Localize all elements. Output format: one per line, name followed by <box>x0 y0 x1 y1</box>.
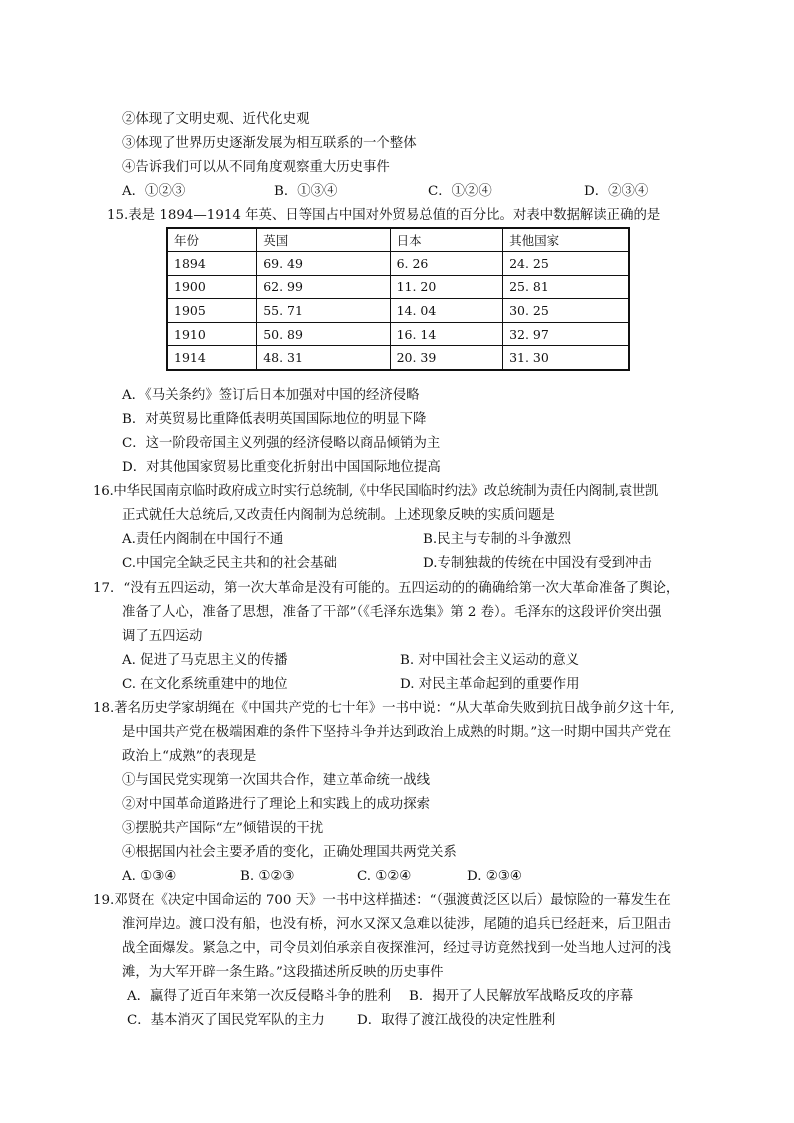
q16-stem-line-1: 16.中华民国南京临时政府成立时实行总统制,《中华民国临时约法》改总统制为责任内阁制,袁世凯 <box>93 484 659 499</box>
table-cell: 32. 97 <box>503 322 629 346</box>
table-cell: 16. 14 <box>390 322 502 346</box>
q18-statement-2: ②对中国革命道路进行了理论上和实践上的成功探索 <box>122 797 430 812</box>
q15-option-b: B．对英贸易比重降低表明英国国际地位的明显下降 <box>122 412 427 427</box>
q17-option-a: A. 促进了马克思主义的传播 <box>122 653 288 668</box>
table-cell: 1914 <box>167 346 257 370</box>
table-row <box>167 252 629 276</box>
table-cell: 25. 81 <box>503 275 629 299</box>
q16-option-d: D.专制独裁的传统在中国没有受到冲击 <box>423 556 652 571</box>
q18-statement-1: ①与国民党实现第一次国共合作，建立革命统一战线 <box>122 773 430 788</box>
table-cell: 69. 49 <box>257 252 390 276</box>
q17-stem-line-2: 准备了人心，准备了思想，准备了干部”（《毛泽东选集》第 2 卷）。毛泽东的这段评价突出强 <box>122 605 662 620</box>
q14-option-d: D．②③④ <box>584 184 649 199</box>
q18-option-b: B. ①②③ <box>240 869 295 884</box>
q18-option-d: D. ②③④ <box>467 869 522 884</box>
q18-option-a: A. ①③④ <box>122 869 177 884</box>
table-cell: 11. 20 <box>390 275 502 299</box>
table-header-cell: 日本 <box>390 228 502 252</box>
table-cell: 55. 71 <box>257 299 390 323</box>
table-row <box>167 275 629 299</box>
table-cell: 50. 89 <box>257 322 390 346</box>
q19-stem-line-3: 战全面爆发。紧急之中，司令员刘伯承亲自夜探淮河，经过寻访竟然找到一处当地人过河的浅 <box>122 941 672 956</box>
q16-option-c: C.中国完全缺乏民主共和的社会基础 <box>122 556 337 571</box>
q15-stem: 15.表是 1894—1914 年英、日等国占中国对外贸易总值的百分比。对表中数据解读正确的是 <box>107 208 661 223</box>
q19-option-c: C．基本消灭了国民党军队的主力 <box>127 1013 325 1028</box>
q14-statement-2: ②体现了文明史观、近代化史观 <box>122 112 310 127</box>
table-cell: 48. 31 <box>257 346 390 370</box>
q14-option-b: B．①③④ <box>274 184 338 199</box>
q14-option-a: A．①②③ <box>122 184 186 199</box>
q14-option-c: C．①②④ <box>428 184 492 199</box>
q19-option-d: D．取得了渡江战役的决定性胜利 <box>357 1013 556 1028</box>
table-header-cell: 其他国家 <box>503 228 629 252</box>
table-cell: 1910 <box>167 322 257 346</box>
table-cell: 1900 <box>167 275 257 299</box>
table-cell: 1894 <box>167 252 257 276</box>
q18-stem-line-3: 政治上“成熟”的表现是 <box>122 749 257 764</box>
q17-option-c: C. 在文化系统重建中的地位 <box>122 677 288 692</box>
q14-statement-3: ③体现了世界历史逐渐发展为相互联系的一个整体 <box>122 136 417 151</box>
table-header-cell: 英国 <box>257 228 390 252</box>
q16-stem-line-2: 正式就任大总统后,又改责任内阁制为总统制。上述现象反映的实质问题是 <box>122 508 555 523</box>
table-row <box>167 299 629 323</box>
q19-option-a: A．赢得了近百年来第一次反侵略斗争的胜利 <box>127 989 392 1004</box>
q16-option-b: B.民主与专制的斗争激烈 <box>423 532 572 547</box>
q18-stem-line-2: 是中国共产党在极端困难的条件下坚持斗争并达到政治上成熟的时期。”这一时期中国共产党在 <box>122 725 672 740</box>
q14-statement-4: ④告诉我们可以从不同角度观察重大历史事件 <box>122 160 390 175</box>
q19-option-b: B．揭开了人民解放军战略反攻的序幕 <box>409 989 634 1004</box>
q18-statement-3: ③摆脱共产国际“左”倾错误的干扰 <box>122 821 324 836</box>
table-header-cell: 年份 <box>167 228 257 252</box>
q17-stem-line-3: 调了五四运动 <box>122 629 203 644</box>
q19-stem-line-4: 滩，为大军开辟一条生路。”这段描述所反映的历史事件 <box>122 965 444 980</box>
q15-option-c: C．这一阶段帝国主义列强的经济侵略以商品倾销为主 <box>122 436 441 451</box>
q17-option-d: D. 对民主革命起到的重要作用 <box>400 677 580 692</box>
q15-option-d: D．对其他国家贸易比重变化折射出中国国际地位提高 <box>122 460 441 475</box>
table-cell: 62. 99 <box>257 275 390 299</box>
q15-option-a: A．《马关条约》签订后日本加强对中国的经济侵略 <box>122 388 420 403</box>
q18-stem-line-1: 18.著名历史学家胡绳在《中国共产党的七十年》一书中说：“从大革命失败到抗日战争前夕这十年, <box>93 701 675 716</box>
table-header-row <box>167 228 629 252</box>
table-cell: 14. 04 <box>390 299 502 323</box>
q18-statement-4: ④根据国内社会主要矛盾的变化，正确处理国共两党关系 <box>122 845 457 860</box>
table-row <box>167 322 629 346</box>
trade-share-table <box>166 227 630 371</box>
q16-option-a: A.责任内阁制在中国行不通 <box>122 532 284 547</box>
table-cell: 20. 39 <box>390 346 502 370</box>
q18-option-c: C. ①②④ <box>357 869 412 884</box>
table-cell: 30. 25 <box>503 299 629 323</box>
q17-stem-line-1: 17．“没有五四运动，第一次大革命是没有可能的。五四运动的的确确给第一次大革命准备了舆论， <box>93 581 680 596</box>
table-cell: 31. 30 <box>503 346 629 370</box>
table-cell: 24. 25 <box>503 252 629 276</box>
q19-stem-line-2: 淮河岸边。渡口没有船，也没有桥，河水又深又急难以徒涉，尾随的追兵已经赶来，后卫阻击 <box>122 917 672 932</box>
q17-option-b: B. 对中国社会主义运动的意义 <box>400 653 580 668</box>
table-cell: 1905 <box>167 299 257 323</box>
table-cell: 6. 26 <box>390 252 502 276</box>
q19-stem-line-1: 19.邓贤在《决定中国命运的 700 天》一书中这样描述：“（强渡黄泛区以后）最惊险的一幕发生在 <box>93 893 671 908</box>
table-row <box>167 346 629 370</box>
